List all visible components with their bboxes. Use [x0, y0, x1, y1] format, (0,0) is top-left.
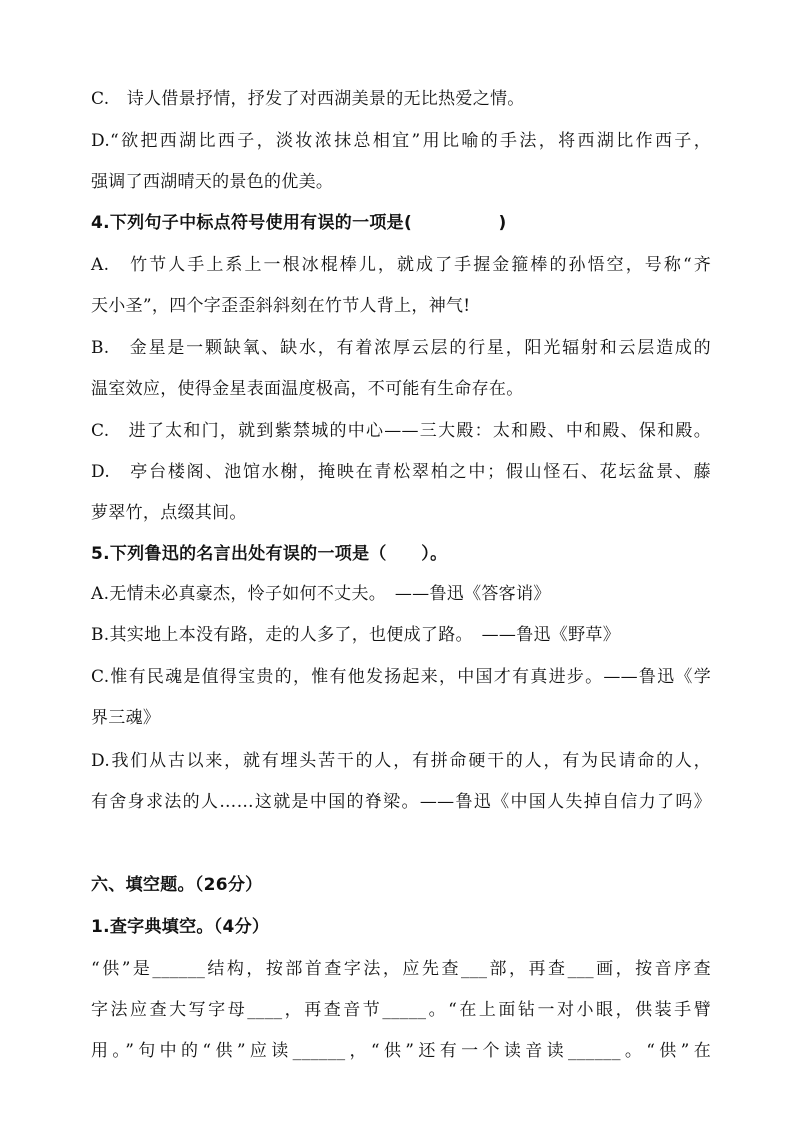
q4-option-a-line2: 天小圣”，四个字歪歪斜斜刻在竹节人背上，神气! — [91, 296, 471, 316]
q5-option-c-line1: C.惟有民魂是值得宝贵的，惟有他发扬起来，中国才有真进步。——鲁迅《学 — [91, 667, 711, 687]
q5-option-a: A.无情未必真豪杰，怜子如何不丈夫。 ——鲁迅《答客诮》 — [91, 584, 551, 604]
q4-option-d-line2: 萝翠竹，点缀其间。 — [91, 503, 247, 523]
q4-title: 4.下列句子中标点符号使用有误的一项是( ) — [91, 213, 507, 233]
q5-option-c-line2: 界三魂》 — [91, 708, 161, 728]
q5-title: 5.下列鲁迅的名言出处有误的一项是（ ）。 — [91, 544, 448, 564]
q5-option-b: B.其实地上本没有路，走的人多了，也便成了路。 ——鲁迅《野草》 — [91, 625, 620, 645]
q3-option-d-line1: D.“欲把西湖比西子，淡妆浓抹总相宜”用比喻的手法，将西湖比作西子， — [91, 131, 711, 151]
q3-option-d-line2: 强调了西湖晴天的景色的优美。 — [91, 172, 334, 192]
section6-q1-line3: 用。”句中的“供”应读______，“供”还有一个读音读______。“供”在 — [91, 1041, 711, 1061]
section6-q1-line1: “供”是______结构，按部首查字法，应先查___部，再查___画，按音序查 — [91, 959, 711, 979]
section6-q1-title: 1.查字典填空。（4分） — [91, 917, 270, 937]
q4-option-b-line1: B. 金星是一颗缺氧、缺水，有着浓厚云层的行星，阳光辐射和云层造成的 — [91, 338, 711, 358]
section6-q1-line2: 字法应查大写字母____，再查音节_____。“在上面钻一对小眼，供装手臂 — [91, 1000, 711, 1020]
q4-option-b-line2: 温室效应，使得金星表面温度极高，不可能有生命存在。 — [91, 379, 524, 399]
q5-option-d-line2: 有舍身求法的人……这就是中国的脊梁。——鲁迅《中国人失掉自信力了吗》 — [91, 792, 711, 812]
q3-option-c: C. 诗人借景抒情，抒发了对西湖美景的无比热爱之情。 — [91, 89, 525, 109]
q4-option-c: C. 进了太和门，就到紫禁城的中心——三大殿：太和殿、中和殿、保和殿。 — [91, 421, 711, 441]
q4-option-a-line1: A. 竹节人手上系上一根冰棍棒儿，就成了手握金箍棒的孙悟空，号称“齐 — [91, 255, 711, 275]
q4-option-d-line1: D. 亭台楼阁、池馆水榭，掩映在青松翠柏之中；假山怪石、花坛盆景、藤 — [91, 462, 711, 482]
section6-title: 六、填空题。（26分） — [91, 875, 263, 895]
q5-option-d-line1: D.我们从古以来，就有埋头苦干的人，有拼命硬干的人，有为民请命的人， — [91, 751, 711, 771]
